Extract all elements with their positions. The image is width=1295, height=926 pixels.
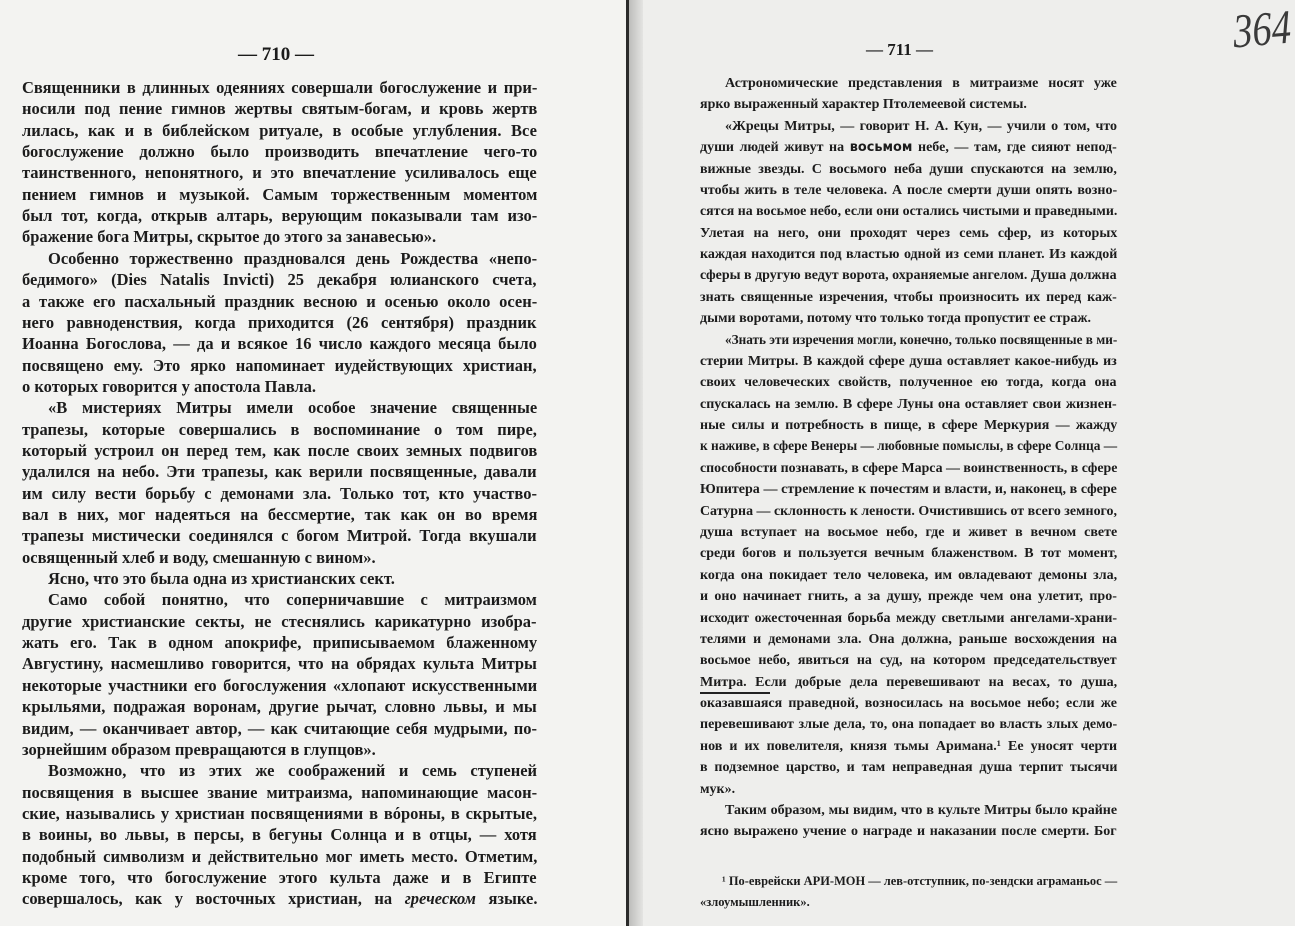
text-line: посвящено ему. Это ярко напоминает иудействующих христиан, xyxy=(22,355,537,375)
text-line: Таким образом, мы видим, что в культе Митры было крайне xyxy=(725,802,1118,818)
text-line: был тот, когда, открыв алтарь, верующим показывали там изо- xyxy=(22,206,538,226)
text-line: и оно начинает гнить, а за душу, прежде чем она улетит, про- xyxy=(700,589,1117,605)
text-line: к наживе, в сфере Венеры — любовные помыслы, в сфере Солнца — xyxy=(700,439,1118,455)
text-line xyxy=(700,140,1117,156)
text-line: носили под пение гимнов жертвы святым-богам, и кровь жертв xyxy=(22,99,538,119)
text-line: каждая находится под властью одной из семи планет. Из каждой xyxy=(700,247,1118,263)
text-line: Юпитера — стремление к почестям и власти, и, наконец, в сфере xyxy=(700,482,1117,498)
text-line: душа вступает на восьмое небо, где и живет в вечном свете xyxy=(700,524,1118,540)
text-line: зорнейшим образом превращаются в глупцов». xyxy=(22,739,376,759)
text-line: «Знать эти изречения могли, конечно, только посвященные в ми- xyxy=(725,332,1118,348)
text-line: нов и их повелителя, князя тьмы Аримана.¹ Ее уносят черти xyxy=(700,738,1118,754)
text-line: своих человеческих свойств, полученное ею тогда, когда она xyxy=(700,375,1117,391)
text-line: который устроил он перед тем, как после своих земных подвигов xyxy=(22,440,538,460)
text-line: Священники в длинных одеяниях совершали богослужение и при- xyxy=(22,78,538,97)
text-line: сферы в другую ведут ворота, охраняемые ангелом. Душа должна xyxy=(700,268,1117,284)
footnote-line: ¹ По-еврейски АРИ-МОН — лев-отступник, по-зендски аграманьос — xyxy=(722,874,1118,888)
text-line: некоторые участники его богослужения «хлопают искусственными xyxy=(22,675,538,695)
text-line: стерии Митры. В каждой сфере душа оставляет какое-нибудь из xyxy=(700,353,1117,369)
text-line: Иоанна Богослова, — да и всякое 16 число каждого месяца было xyxy=(22,334,537,354)
text-line: посвящения в высшее звание митраизма, напоминающие масон- xyxy=(22,782,538,802)
text-line: в воины, во львы, в персы, в бегуны Солнца и в отцы, — хотя xyxy=(22,825,537,845)
text-line: телями и демонами зла. Она должна, раньше восхождения на xyxy=(700,631,1118,647)
text-line: мук». xyxy=(700,781,736,797)
text-line: другие христианские секты, не стеснялись карикатурно изобра- xyxy=(22,611,537,631)
text-line: подобный символизм и действительно мог иметь место. Отметим, xyxy=(22,846,538,866)
text-line: знать священные изречения, чтобы произносить их перед каж- xyxy=(700,289,1117,305)
text-line: сятся на восьмое небо, если они остались чистыми и праведными. xyxy=(700,204,1118,220)
text-line: оказавшаяся праведной, возносилась на восьмое небо; если же xyxy=(700,696,1117,712)
footnote-divider xyxy=(700,692,770,694)
text-run: души людей живут на xyxy=(700,140,850,156)
text-line: бедимого» (Dies Natalis Invicti) 25 декабря юлианского счета, xyxy=(22,270,537,290)
text-line: бражение бога Митры, скрытое до этого за занавесью». xyxy=(22,227,437,247)
text-line: перевешивают злые дела, то, она попадает во власть злых демо- xyxy=(700,717,1118,733)
text-line: спускалась на землю. В сфере Луны она оставляет свои жизнен- xyxy=(700,396,1117,412)
text-line: крыльями, подражая воронам, другие рычат, словно львы, и мы xyxy=(22,697,537,717)
text-line: Возможно, что из этих же соображений и семь ступеней xyxy=(48,761,538,781)
text-line: им силу вести борьбу с демонами зла. Только тот, кто участво- xyxy=(22,483,537,503)
text-line: жать его. Так в одном апокрифе, приписываемом блаженному xyxy=(22,633,538,653)
text-line: него равноденствия, когда приходится (26 сентября) праздник xyxy=(22,312,537,332)
text-line: освященный хлеб и воду, смешанную с вином». xyxy=(22,547,376,567)
text-line: способности познавать, в сфере Марса — воинственность, в сфере xyxy=(700,460,1118,476)
text-line: удалился на небо. Эти трапезы, как верили посвященные, давали xyxy=(22,462,537,482)
text-line: вал в них, мог надеяться на бессмертие, так как он во время xyxy=(22,505,538,524)
italic-text: греческом xyxy=(404,889,476,909)
book-gutter-shadow xyxy=(629,0,643,926)
text-line: таинственного, непонятного, и это впечатление усиливалось еще xyxy=(22,163,537,183)
text-line: когда она покидает тело человека, им овладевают демоны зла, xyxy=(700,567,1118,583)
text-line: Само собой понятно, что соперничавшие с митраизмом xyxy=(48,590,537,610)
text-line: а также его пасхальный праздник весною и осенью около осен- xyxy=(22,291,538,311)
text-line: чтобы жить в теле человека. А после смерти души опять возно- xyxy=(700,182,1118,198)
text-line: среди богов и пользуется вечным блаженством. В тот момент, xyxy=(700,546,1118,562)
text-run: совершалось, как у восточных христиан, на xyxy=(22,889,405,909)
text-line: кроме того, что богослужение этого культа даже и в Египте xyxy=(22,867,537,887)
text-line: Ясно, что это была одна из христианских сект. xyxy=(48,569,395,589)
text-line: пением гимнов и музыкой. Самым торжественным моментом xyxy=(22,184,538,204)
text-line: лилась, как и в библейском ритуале, в особые углубления. Все xyxy=(22,120,537,140)
text-line: о которых говорится у апостола Павла. xyxy=(22,376,317,396)
text-line: ские, назывались у христиан посвящениями в вóроны, в скрытые, xyxy=(22,803,537,823)
text-line: богослужение должно было производить впечатление чего-то xyxy=(22,142,538,162)
text-line: трапезы мистически соединялся с богом Митрой. Тогда вкушали xyxy=(22,526,537,546)
text-line: в подземное царство, и там неправедная душа терпит тысячи xyxy=(700,760,1118,776)
text-line: «В мистериях Митры имели особое значение священные xyxy=(48,398,538,418)
text-line: ные силы и потребность в пище, в сфере Меркурия — жажду xyxy=(700,418,1118,434)
text-line: исходит ожесточенная борьба между светлыми ангелами-храни- xyxy=(700,610,1118,626)
text-line: ясно выражено учение о награде и наказании после смерти. Бог xyxy=(700,824,1117,840)
text-line: Астрономические представления в митраизме носят уже xyxy=(725,76,1117,91)
text-line: Августину, насмешливо говорится, что на обрядах культа Митры xyxy=(22,654,537,674)
text-run: небе, — там, где сияют непод- xyxy=(912,140,1117,156)
emphasized-text: восьмом xyxy=(849,140,913,156)
text-line: «Жрецы Митры, — говорит Н. А. Кун, — учили о том, что xyxy=(725,118,1118,134)
text-line: Особенно торжественно праздновался день Рождества «непо- xyxy=(48,248,538,268)
handwritten-page-mark: 364 xyxy=(1231,0,1293,59)
text-line xyxy=(22,889,537,909)
page-number-right: — 711 — xyxy=(866,40,934,59)
text-run: языке. xyxy=(475,889,538,909)
text-line: дыми воротами, потому что только тогда пропустит ее страж. xyxy=(700,311,1091,327)
text-line: Сатурна — склонность к лености. Очистившись от всего земного, xyxy=(700,503,1117,519)
text-line: Митра. Если добрые дела перевешивают на весах, то душа, xyxy=(700,674,1118,690)
text-line: Улетая на него, они проходят через семь сфер, из которых xyxy=(700,225,1118,241)
footnote-line: «злоумышленник». xyxy=(700,895,810,909)
text-line: видим, — оканчивает автор, — как считающие себя мудрыми, по- xyxy=(22,718,537,738)
text-line: восьмое небо, явиться на суд, на котором председательствует xyxy=(700,653,1117,669)
book-gutter xyxy=(626,0,629,926)
text-line: ярко выраженный характер Птолемеевой системы. xyxy=(700,97,1027,113)
text-line: вижные звезды. С восьмого неба души спускаются на землю, xyxy=(700,161,1117,177)
text-line: трапезы, которые совершались в воспоминание о том пире, xyxy=(22,419,537,439)
page-number-left: — 710 — xyxy=(238,44,314,65)
